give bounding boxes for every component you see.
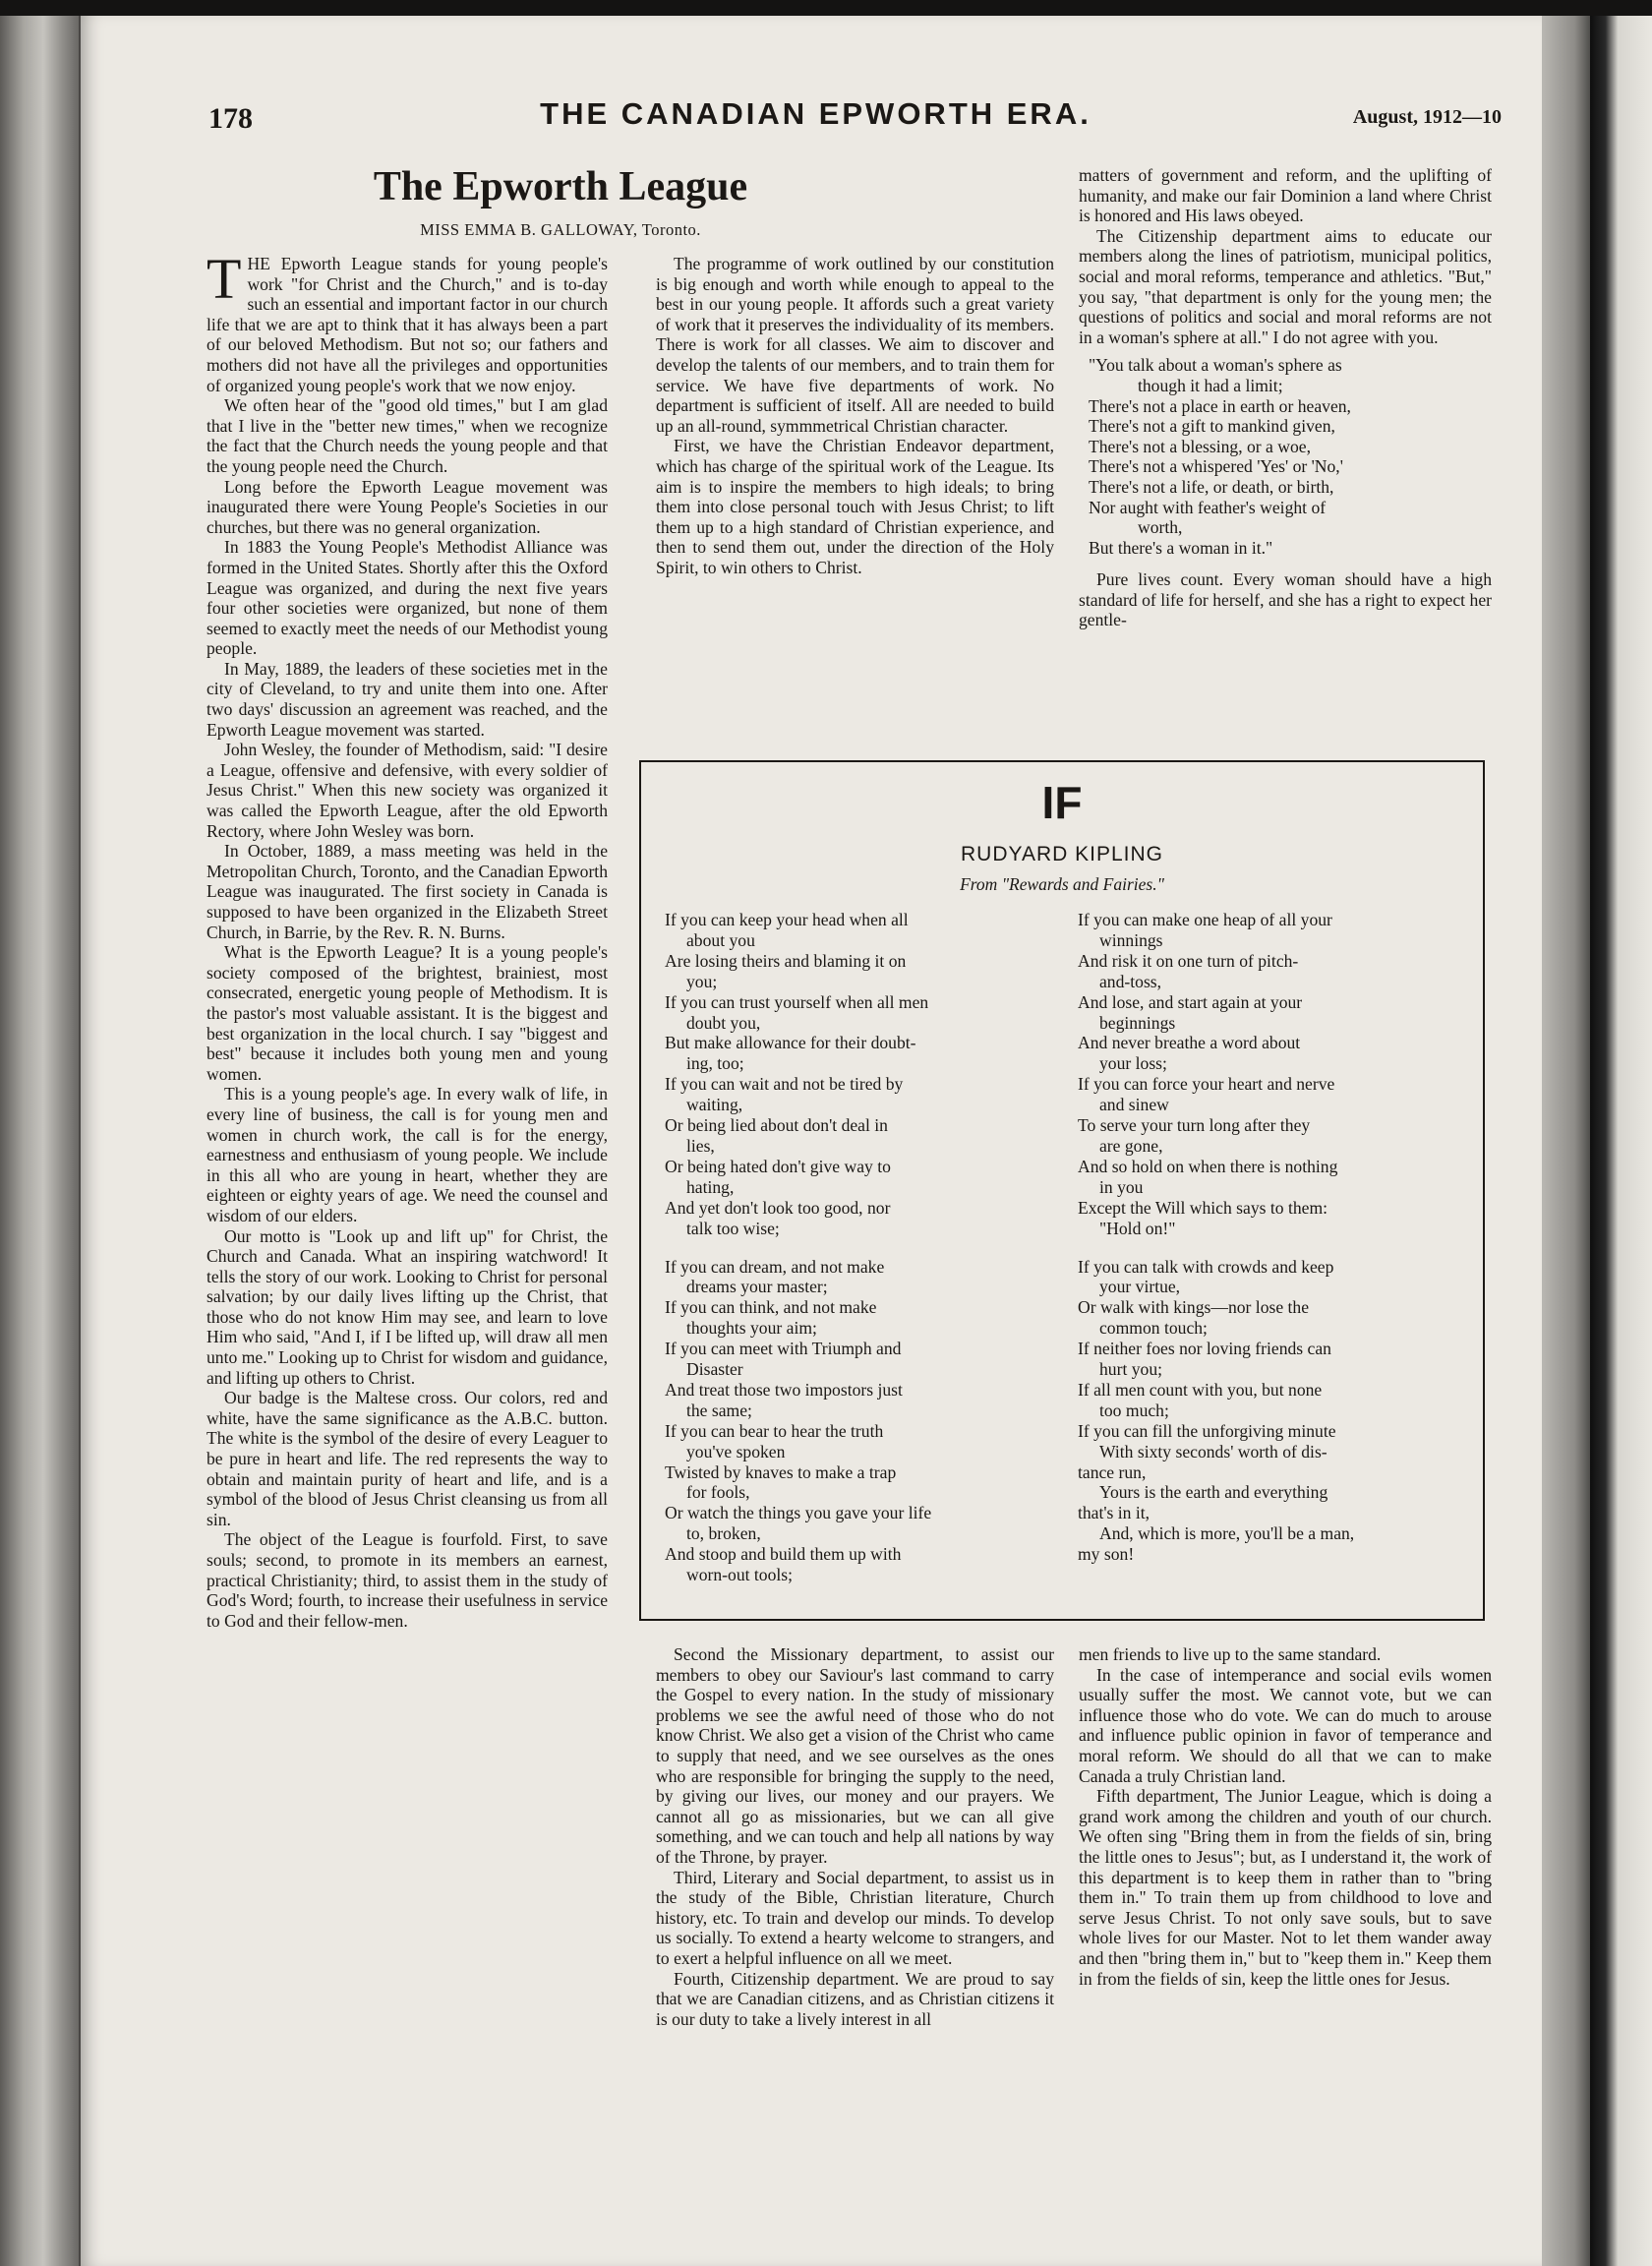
- poem-line: that's in it,: [1078, 1503, 1150, 1523]
- poem-line: ing, too;: [686, 1053, 744, 1074]
- poem-line: talk too wise;: [686, 1218, 780, 1238]
- poem-line: If you can force your heart and nerve: [1078, 1074, 1335, 1095]
- poem-line: Disaster: [686, 1359, 743, 1380]
- poem-line: With sixty seconds' worth of dis-: [1099, 1441, 1328, 1461]
- paragraph: In October, 1889, a mass meeting was held in the Metropolitan Church, Toronto, and the Canadian Epworth League was inaugurated. The first society in Canada is supposed to have been organized in the Elizabeth Street Church, in Barrie, by the Rev. R. N. Burns.: [206, 841, 608, 942]
- poem-line: hating,: [686, 1176, 735, 1197]
- paragraph: Our badge is the Maltese cross. Our colors, red and white, have the same significance as the A.B.C. button. The white is the symbol of the desire of every Leaguer to be pure in heart and life. The red represents the way to obtain and maintain purity of heart and life, and is a symbol of the blood of Jesus Christ cleansing us from all sin.: [206, 1388, 608, 1529]
- paragraph: Long before the Epworth League movement was inaugurated there were Young People's Societies in our churches, but there was no general organization.: [206, 476, 608, 537]
- poem-line: And treat those two impostors just: [665, 1379, 903, 1400]
- poem-line: to, broken,: [686, 1523, 761, 1544]
- paragraph: Second the Missionary department, to assist our members to obey our Saviour's last command to carry the Gospel to every nation. In the study of missionary problems we see the awful need of those who do not know Christ. We also get a vision of the Christ who came to supply that need, and we see ourselves as the ones who are responsible for bringing the supply to the need, by giving our lives, our money and our prayers. We cannot all go as missionaries, but we can all give something, and we can touch and help all nations by way of the Throne, by prayer.: [656, 1644, 1054, 1867]
- poem-line: are gone,: [1099, 1135, 1163, 1156]
- paragraph: This is a young people's age. In every walk of life, in every line of business, the call is for young men and women in church work, the call is for the energy, earnestness and enthusiasm of young people. We include in this all who are young in heart, whether they are eighteen or eighty years of age. We need the counsel and wisdom of our elders.: [206, 1084, 608, 1225]
- issue-date: August, 1912—10: [1352, 106, 1502, 128]
- stanza-gap: [1078, 1239, 1471, 1257]
- poem-line: tance run,: [1078, 1461, 1147, 1482]
- verse-line: though it had a limit;: [1138, 375, 1283, 395]
- article-title: The Epworth League: [373, 164, 748, 209]
- poem-line: your virtue,: [1099, 1277, 1181, 1297]
- poem-line: Are losing theirs and blaming it on: [665, 950, 907, 971]
- paragraph: John Wesley, the founder of Methodism, said: "I desire a League, offensive and defensive, with every soldier of Jesus Christ." When this new society was organized it was called the Epworth League, after the old Epworth Rectory, where John Wesley was born.: [206, 740, 608, 841]
- poem-line: And yet don't look too good, nor: [665, 1197, 891, 1218]
- verse-line: There's not a blessing, or a woe,: [1089, 436, 1311, 456]
- poem-line: worn-out tools;: [686, 1565, 794, 1585]
- poem-line: Except the Will which says to them:: [1078, 1197, 1328, 1218]
- poem-line: waiting,: [686, 1095, 743, 1115]
- paragraph: Third, Literary and Social department, to assist us in the study of the Bible, Christian literature, Church history, etc. To train and develop our minds. To develop us socially. To extend a hearty welcome to strangers, and to exert a helpful influence on all we meet.: [656, 1867, 1054, 1968]
- poem-line: And lose, and start again at your: [1078, 991, 1303, 1012]
- magazine-title: THE CANADIAN EPWORTH ERA.: [540, 96, 1092, 131]
- poem-author: RUDYARD KIPLING: [961, 843, 1163, 865]
- poem-line: If you can meet with Triumph and: [665, 1339, 902, 1359]
- quoted-verse: [1079, 355, 1492, 558]
- poem-line: If neither foes nor loving friends can: [1078, 1339, 1331, 1359]
- poem-line: the same;: [686, 1400, 752, 1420]
- verse-line: "You talk about a woman's sphere as: [1089, 355, 1342, 376]
- poem-line: Or being hated don't give way to: [665, 1156, 891, 1176]
- poem-line: And, which is more, you'll be a man,: [1099, 1523, 1355, 1544]
- paragraph: The Citizenship department aims to educate our members along the lines of patriotism, municipal politics, social and moral reforms, temperance and athletics. "But," you say, "that department is only for the young men; the questions of politics and social and moral reforms are not in a woman's sphere at all." I do not agree with you.: [1079, 225, 1492, 347]
- poem-line: common touch;: [1099, 1318, 1208, 1339]
- poem-line: about you: [686, 929, 755, 950]
- poem-line: "Hold on!": [1099, 1218, 1176, 1238]
- article-byline: MISS EMMA B. GALLOWAY, Toronto.: [420, 220, 701, 239]
- page-header: [130, 96, 1502, 146]
- poem-line: And stoop and build them up with: [665, 1544, 902, 1565]
- article-column-4: [656, 1644, 1054, 2029]
- poem-line: If you can trust yourself when all men: [665, 991, 929, 1012]
- poem-line: too much;: [1099, 1400, 1169, 1420]
- poem-line: If you can talk with crowds and keep: [1078, 1256, 1334, 1277]
- poem-line: beginnings: [1099, 1012, 1176, 1033]
- paragraph: matters of government and reform, and the uplifting of humanity, and make our fair Dominion a land where Christ is honored and His laws obeyed.: [1079, 165, 1492, 226]
- drop-cap: T: [206, 247, 242, 311]
- paragraph: What is the Epworth League? It is a young people's society composed of the brightest, brainiest, most consecrated, energetic young people of Methodism. It is the pastor's most valuable assistant. It is the biggest and best organization in the local church. I say "biggest and best" because it includes both young men and young women.: [206, 942, 608, 1084]
- verse-line: But there's a woman in it.": [1089, 537, 1273, 558]
- poem-line: Or watch the things you gave your life: [665, 1503, 932, 1523]
- verse-line: There's not a whispered 'Yes' or 'No,': [1089, 456, 1343, 477]
- article-column-3: [1079, 165, 1492, 630]
- poem-line: If you can make one heap of all your: [1078, 910, 1332, 929]
- poem-left-column: [665, 910, 1050, 1585]
- poem-title: IF: [1041, 777, 1083, 828]
- paragraph: We often hear of the "good old times," but I am glad that I live in the "better new times," when we recognize the fact that the Church needs the young people and that the young people need the Church.: [206, 395, 608, 476]
- paragraph: In May, 1889, the leaders of these societies met in the city of Cleveland, to try and unite them into one. After two days' discussion an agreement was reached, and the Epworth League movement was started.: [206, 658, 608, 740]
- poem-line: winnings: [1099, 929, 1163, 950]
- poem-line: And risk it on one turn of pitch-: [1078, 950, 1299, 971]
- poem-line: doubt you,: [686, 1012, 761, 1033]
- verse-line: There's not a place in earth or heaven,: [1089, 395, 1351, 416]
- poem-line: hurt you;: [1099, 1359, 1163, 1380]
- poem-line: lies,: [686, 1135, 715, 1156]
- poem-line: If you can wait and not be tired by: [665, 1074, 904, 1095]
- page-number: 178: [208, 102, 253, 135]
- article-column-1: [206, 247, 608, 1631]
- paragraph: First, we have the Christian Endeavor department, which has charge of the spiritual work of the League. Its aim is to inspire the members to high ideals; to bring them into close personal touch with Jesus Christ; to lift them up to a high standard of Christian experience, and then to send them out, under the direction of the Holy Spirit, to win others to Christ.: [656, 436, 1054, 577]
- poem-line: And never breathe a word about: [1078, 1033, 1301, 1053]
- poem-line: for fools,: [686, 1482, 750, 1503]
- paragraph: Pure lives count. Every woman should have a high standard of life for herself, and she has a right to expect her gentle-: [1079, 569, 1492, 630]
- stanza-gap: [665, 1239, 1050, 1257]
- verse-line: There's not a gift to mankind given,: [1089, 416, 1335, 437]
- verse-line: There's not a life, or death, or birth,: [1089, 476, 1334, 497]
- poem-line: Yours is the earth and everything: [1099, 1482, 1328, 1503]
- article-column-2: [656, 254, 1054, 578]
- poem-line: If you can think, and not make: [665, 1297, 877, 1318]
- verse-line: worth,: [1138, 517, 1183, 538]
- left-page-edges: [0, 16, 79, 2266]
- paragraph: In the case of intemperance and social evils women usually suffer the most. We cannot vote, but we can influence those who do vote. We can do much to arouse and influence public opinion in favor of temperance and moral reform. We should do all that we can to make Canada a truly Christian land.: [1079, 1664, 1492, 1786]
- poem-line: you;: [686, 971, 718, 991]
- poem-line: Twisted by knaves to make a trap: [665, 1461, 897, 1482]
- paragraph: THE Epworth League stands for young people's work "for Christ and the Church," and is to-day such an essential and important factor in our church life that we are apt to think that it has always been a part of our beloved Methodism. But not so; our fathers and mothers did not have all the privileges and opportunities of organized young people's work that we now enjoy.: [206, 247, 608, 395]
- poem-line: thoughts your aim;: [686, 1318, 817, 1339]
- paragraph: Fourth, Citizenship department. We are proud to say that we are Canadian citizens, and as Christian citizens it is our duty to take a lively interest in all: [656, 1968, 1054, 2029]
- poem-line: To serve your turn long after they: [1078, 1115, 1311, 1136]
- poem-line: And so hold on when there is nothing: [1078, 1156, 1338, 1176]
- poem-line: If all men count with you, but none: [1078, 1379, 1323, 1400]
- poem-line: But make allowance for their doubt-: [665, 1033, 916, 1053]
- poem-line: you've spoken: [686, 1441, 786, 1461]
- paragraph: Our motto is "Look up and lift up" for Christ, the Church and Canada. What an inspiring watchword! It tells the story of our work. Looking to Christ for personal salvation; by our daily lives lifting up the Christ, that those who do not know Him may see, and learn to love Him who said, "And I, if I be lifted up, will draw all men unto me." Looking up to Christ for wisdom and guidance, and lifting up others to Christ.: [206, 1225, 608, 1388]
- poem-line: and sinew: [1099, 1095, 1169, 1115]
- poem-source: From "Rewards and Fairies.": [960, 874, 1164, 894]
- poem-line: If you can bear to hear the truth: [665, 1420, 884, 1441]
- poem-line: in you: [1099, 1176, 1144, 1197]
- next-page-edge: [1590, 16, 1652, 2266]
- poem-line: my son!: [1078, 1544, 1135, 1565]
- poem-line: If you can keep your head when all: [665, 910, 909, 929]
- verse-line: Nor aught with feather's weight of: [1089, 497, 1327, 517]
- paragraph: Fifth department, The Junior League, which is doing a grand work among the children and youth of our church. We often sing "Bring them in from the fields of sin, bring the little ones to Jesus"; but, as I understand it, the work of this department is to keep them in rather than to "bring them in." To train them up from childhood to love and serve Jesus Christ. To not only save souls, but to save whole lives for our Master. Not to let them wander away and then "bring them in," but to "keep them in." Keep them in from the fields of sin, keep the little ones for Jesus.: [1079, 1786, 1492, 1989]
- poem-line: Or walk with kings—nor lose the: [1078, 1297, 1310, 1318]
- poem-box: [639, 760, 1485, 1621]
- article-column-5: [1079, 1644, 1492, 1989]
- poem-line: your loss;: [1099, 1053, 1167, 1074]
- scan-top-edge: [0, 0, 1652, 16]
- poem-line: and-toss,: [1099, 971, 1162, 991]
- poem-right-column: [1078, 910, 1471, 1565]
- poem-line: Or being lied about don't deal in: [665, 1115, 888, 1136]
- paragraph: The object of the League is fourfold. First, to save souls; second, to promote in its members an earnest, practical Christianity; third, to assist them in the study of God's Word; fourth, to increase their usefulness in service to God and their fellow-men.: [206, 1529, 608, 1631]
- paragraph: In 1883 the Young People's Methodist Alliance was formed in the United States. Shortly after this the Oxford League was organized, and during the next five years four other societies were organized, but none of them seemed to exactly meet the needs of our Methodist young people.: [206, 537, 608, 659]
- poem-line: dreams your master;: [686, 1277, 828, 1297]
- poem-line: If you can dream, and not make: [665, 1256, 885, 1277]
- paragraph: men friends to live up to the same standard.: [1079, 1644, 1382, 1664]
- poem-line: If you can fill the unforgiving minute: [1078, 1420, 1336, 1441]
- paragraph: The programme of work outlined by our constitution is big enough and worth while enough to appeal to the best in our young people. It affords such a great variety of work that it preserves the individuality of its members. There is work for all classes. We aim to discover and develop the talents of our members, and to train them for service. We have five departments of work. No department is sufficient of itself. All are needed to build up an all-round, symmmetrical Christian character.: [656, 254, 1054, 436]
